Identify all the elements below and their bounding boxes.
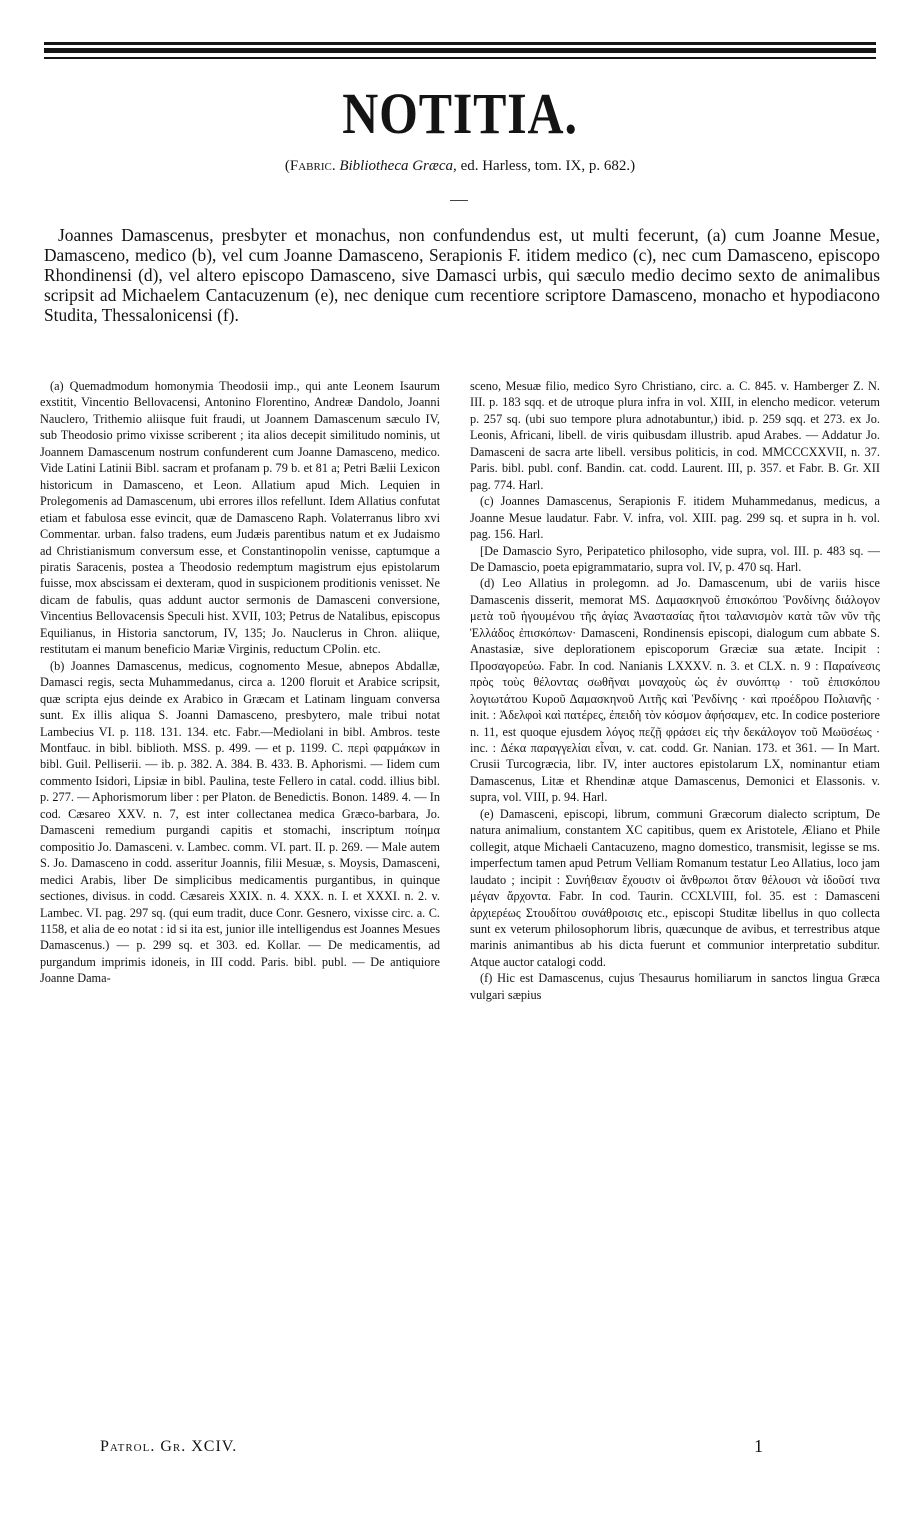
separator-dash <box>450 200 468 201</box>
note-b: (b) Joannes Damascenus, medicus, cognomento Mesue, abnepos Abdallæ, Damasci regis, secta Muhammedanus, circa a. 1200 floruit et Arabice scripsit, quæ scripta ejus deinde ex Arabico in Græcam et Latinam linguam conversa sunt. Ex illis aliqua S. Joanni Damasceno, presbytero, male tribui notat Lambecius VI. p. 118. 131. 134. etc. Fabr.—Mediolani in bibl. Ambros. teste Montfauc. in bibl. biblioth. MSS. p. 499. — et p. 1199. C. περὶ φαρμάκων in bibl. Guil. Pelliserii. — ib. p. 382. A. 384. B. 433. B. Aphorismi. — Iidem cum commento Isidori, Lipsiæ in bibl. Paulina, teste Fellero in catal. codd. illius bibl. p. 277. — Aphorismorum liber : per Platon. de Benedictis. Bonon. 1489. 4. — In cod. Cæsareo XXV. n. 7, est inter collectanea medica Græco-barbara, Jo. Damasceni remedium purgandi capitis et stomachi, inscriptum ποίημα compositio Jo. Damasceni. v. Lambec. comm. VI. part. II. p. 269. — Male autem S. Jo. Damasceno in codd. asseritur Joannis, filii Mesuæ, s. Moysis, Damasceni, medici Arabis, liber De simplicibus medicamentis purgantibus, in quinque sectiones, divisus. in codd. Cæsareis XXIX. n. 4. XXX. n. I. et XXXI. n. 2. v. Lambec. VI. pag. 297 sq. (qui eum tradit, duce Conr. Gesnero, vixisse circ. a. C. 1158, et alia de eo notat : id si ita est, junior ille intelligendus est Joannes Mesues Damascenus.) — p. 299 sq. et 303. ed. Kollar. — De medicamentis, ad purgandum imprimis idoneis, in III codd. Paris. bibl. publ. — De antiquiore Joanne Dama- <box>40 658 440 986</box>
top-rule-thin <box>44 57 876 59</box>
page-title: NOTITIA. <box>342 81 578 146</box>
note-damascio: [De Damascio Syro, Peripatetico philosopho, vide supra, vol. III. p. 483 sq. — De Damascio, poeta epigrammatario, supra vol. IV, p. 470 sq. Harl. <box>470 543 880 574</box>
citation-author: (Fabric. <box>284 158 336 174</box>
note-d: (d) Leo Allatius in prolegomn. ad Jo. Damascenum, ubi de variis hisce Damascenis disserit, memorat MS. Δαμασκηνοῦ ἐπισκόπου Ῥονδίνης διάλογον μετὰ τοῦ ἡγουμένου τῆς ἁγίας Ἀναστασίας ἤτοι ταλανισμὸν κατὰ τῶν νῦν τῆς Ἑλλάδος ἐπισκόπων· Damasceni, Rondinensis episcopi, dialogum cum abbate S. Anastasiæ, sive deplorationem episcoporum Græciæ sua ætate. Incipit : Προσαγορεύω. Fabr. In cod. Nanianis LXXXV. n. 3. et CLX. n. 9 : Παραίνεσις πρὸς τοὺς θέλοντας σωθῆναι μοναχοὺς ὡς ἐν συνόπτῳ · τοῦ ἐπισκόπου λογιωτάτου Κυροῦ Δαμασκηνοῦ Λιτῆς καὶ Ῥενδίνης · καὶ προέδρου Πολιανῆς · init. : Ἀδελφοὶ καὶ πατέρες, ἐπειδὴ τὸν κόσμον ἀφήσαμεν, etc. In codice posteriore n. 11, est quoque ejusdem λόγος πεζῇ φράσει εἰς τὴν δεκάλογον τοῦ Μωϋσέως · inc. : Δέκα παραγγελίαι εἶναι, v. cat. codd. Gr. Nanian. 173. et 361. — In Mart. Crusii Turcogræcia, libr. IV, inter auctores epistolarum LX, nominantur etiam Damascenus, Litæ et Rhendinæ atque Damascenus, Demonici et Elassonis. v. supra, vol. VIII, p. 94. Harl. <box>470 576 880 805</box>
citation-work: Bibliotheca Græca, <box>339 158 457 174</box>
intro-paragraph: Joannes Damascenus, presbyter et monachus, non confundendus est, ut multi fecerunt, (a) cum Joanne Mesue, Damasceno, medico (b), vel cum Joanne Damasceno, Serapionis F. itidem medico (c), nec cum Damasceno, episcopo Rhondinensi (d), vel altero episcopo Damasceno, sive Damasci urbis, qui sæculo medio decimo sexto de animalibus scripsit ad Michaelem Cantacuzenum (e), nec denique cum recentiore scriptore Damasceno, monacho et hypodiacono Studita, Thessalonicensi (f). <box>44 225 880 325</box>
note-b-continued: sceno, Mesuæ filio, medico Syro Christiano, circ. a. C. 845. v. Hamberger Z. N. III. p. 183 sqq. et de utroque plura infra in vol. XIII, in elencho medicor. veterum p. 257 sq. (ubi suo tempore plura adnotabuntur,) ibid. p. 259 sqq. et 273. ex Jo. Leonis, Africani, libell. de viris quibusdam illustrib. apud Arabes. — Addatur Jo. Damasceni de sacra arte libell. versibus politicis, in cod. MMCCCXXVII, n. 37. Paris. bibl. publ. conf. Bandin. cat. codd. Laurent. III, p. 357. et Fabr. B. Gr. XII pag. 774. Harl. <box>470 379 880 492</box>
notes-column-left <box>40 378 440 1424</box>
source-citation <box>0 158 920 175</box>
volume-footer: Patrol. Gr. XCIV. <box>100 1438 238 1455</box>
note-e: (e) Damasceni, episcopi, librum, communi Græcorum dialecto scriptum, De natura animalium, constantem XC capitibus, quem ex Aristotele, Æliano et Phile collegit, atque Michaeli Cantacuzeno, magno domestico, transmisit, legisse se ms. imperfectum tamen apud Petrum Velliam Romanum testatur Leo Allatius, loco jam laudato ; incipit : Συνήθειαν ἔχουσιν οἱ ἄνθρωποι ὅταν θέλουσι νὰ ἰδοῦσί τινα μέγαν ἄρχοντα. Fabr. In cod. Taurin. CCXLVIII, fol. 35. est : Damasceni ἀρχιερέως Στουδίτου συνάθροισις etc., episcopi Studitæ libellus in quo collecta sunt ex veterum philosophorum libris, quæcunque de avibus, et terrestribus atque marinis animantibus ab his dicta fuerunt et communior interpretatio subditur. Atque auctor catalogi codd. <box>470 806 880 969</box>
top-rule-thick <box>44 48 876 53</box>
note-c: (c) Joannes Damascenus, Serapionis F. itidem Muhammedanus, medicus, a Joanne Mesue laudatur. Fabr. V. infra, vol. XIII. pag. 299 sq. et supra in h. vol. pag. 156. Harl. <box>470 494 880 542</box>
citation-rest: ed. Harless, tom. IX, p. 682.) <box>460 158 636 174</box>
page-number: 1 <box>754 1436 763 1456</box>
notes-column-right <box>470 378 880 1444</box>
note-a: (a) Quemadmodum homonymia Theodosii imp., qui ante Leonem Isaurum exstitit, Vincentio Bellovacensi, Antonino Florentino, Andreæ Dandolo, Joanni Nauclero, Trithemio aliisque fuit fraudi, ut Joannem Damascenum sæculo IV, sub Theodosio primo vixisse scriberent ; ita alios decepit similitudo nominis, ut Joannem Damascenum nostrum confunderent cum Joanne Damasceno, medico. Vide Latini Latinii Bibl. sacram et profanam p. 79 b. et 81 a; Petri Bælii Lexicon historicum in Damasceno, et Leon. Allatium apud Mich. Lequien in Prolegomenis ad Damascenum, ubi errores illos refellunt. Idem Allatius confutat etiam et fabulosa esse evincit, quæ de Damasceno Raph. Volaterranus libro xvi Commentar. urban. falso tradens, eum Judæis parentibus natum et ex Judaismo ad Christianismum conversum esse, et Constantinopolin venisse, captumque a piratis Saracenis, postea a Theodosio redemptum magistrum ejus epistolarum fuisse, mox abscissam ei dexteram, quod in suspicionem proditionis venisset. Ne dicam de fabulis, quas addunt auctor sermonis de Damasceni conversione, Vincentius Bellovacensis Speculi hist. XVII, 103; Petrus de Natalibus, episcopus Equilianus, in Historia sanctorum, IV, 135; Jo. Nauclerus in Chron. aliique, restitutam ei manum beneficio Mariæ Virginis, reductum CPolin. etc. <box>40 379 440 657</box>
note-f: (f) Hic est Damascenus, cujus Thesaurus homiliarum in sanctos lingua Græca vulgari sæpius <box>470 971 880 1002</box>
top-rule <box>44 42 876 45</box>
